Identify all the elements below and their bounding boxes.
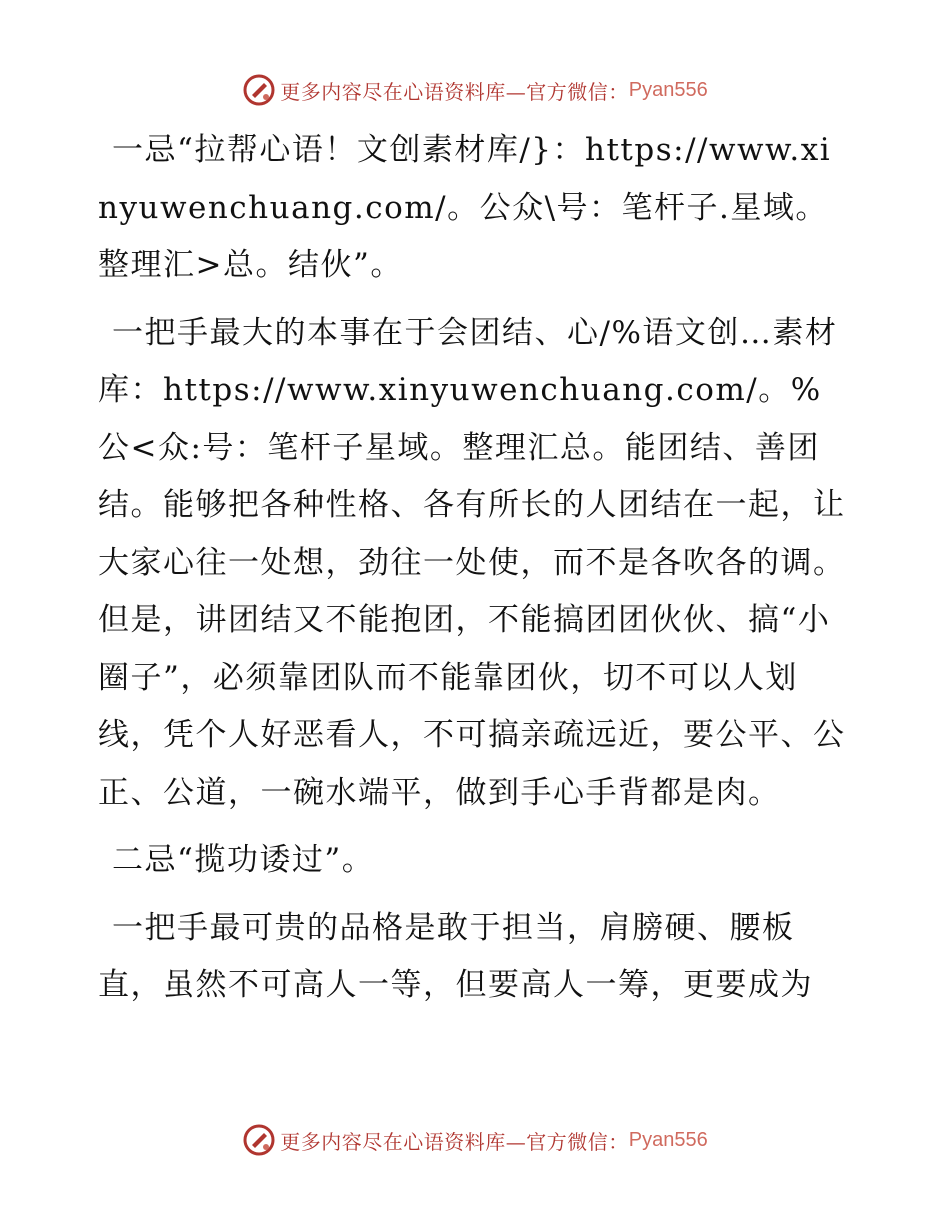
brand-logo-icon bbox=[242, 1123, 276, 1157]
header-watermark-banner bbox=[0, 70, 950, 110]
footer-watermark-banner bbox=[0, 1120, 950, 1160]
banner-text: 更多内容尽在心语资料库—官方微信： bbox=[280, 1129, 629, 1154]
banner-wechat-id: Pyan556 bbox=[628, 78, 708, 101]
paragraph-3: 二忌“揽功诿过”。 bbox=[112, 842, 375, 878]
paragraph-1: 一忌“拉帮心语！文创素材库/}：https://www.xinyuwenchuang.com/。公众\号：笔杆子.星域。整理汇>总。结伙”。 bbox=[98, 132, 832, 283]
paragraph-2: 一把手最大的本事在于会团结、心/%语文创…素材库：https://www.xinyuwenchuang.com/。%公<众:号：笔杆子星域。整理汇总。能团结、善团结。能够把各种性格、各有所长的人团结在一起，让大家心往一处想，劲往一处使，而不是各吹各的调。但是，讲团结又不能抱团，不能搞团团伙伙、搞“小圈子”，必须靠团队而不能靠团伙，切不可以人划线，凭个人好恶看人，不可搞亲疏远近，要公平、公正、公道，一碗水端平，做到手心手背都是肉。 bbox=[98, 314, 846, 811]
paragraph-4: 一把手最可贵的品格是敢于担当，肩膀硬、腰板直，虽然不可高人一等，但要高人一筹，更要成为 bbox=[98, 909, 813, 1003]
brand-logo-icon bbox=[242, 73, 276, 107]
banner-wechat-id: Pyan556 bbox=[628, 1128, 708, 1151]
document-body bbox=[98, 122, 850, 1015]
banner-text: 更多内容尽在心语资料库—官方微信： bbox=[280, 79, 629, 104]
